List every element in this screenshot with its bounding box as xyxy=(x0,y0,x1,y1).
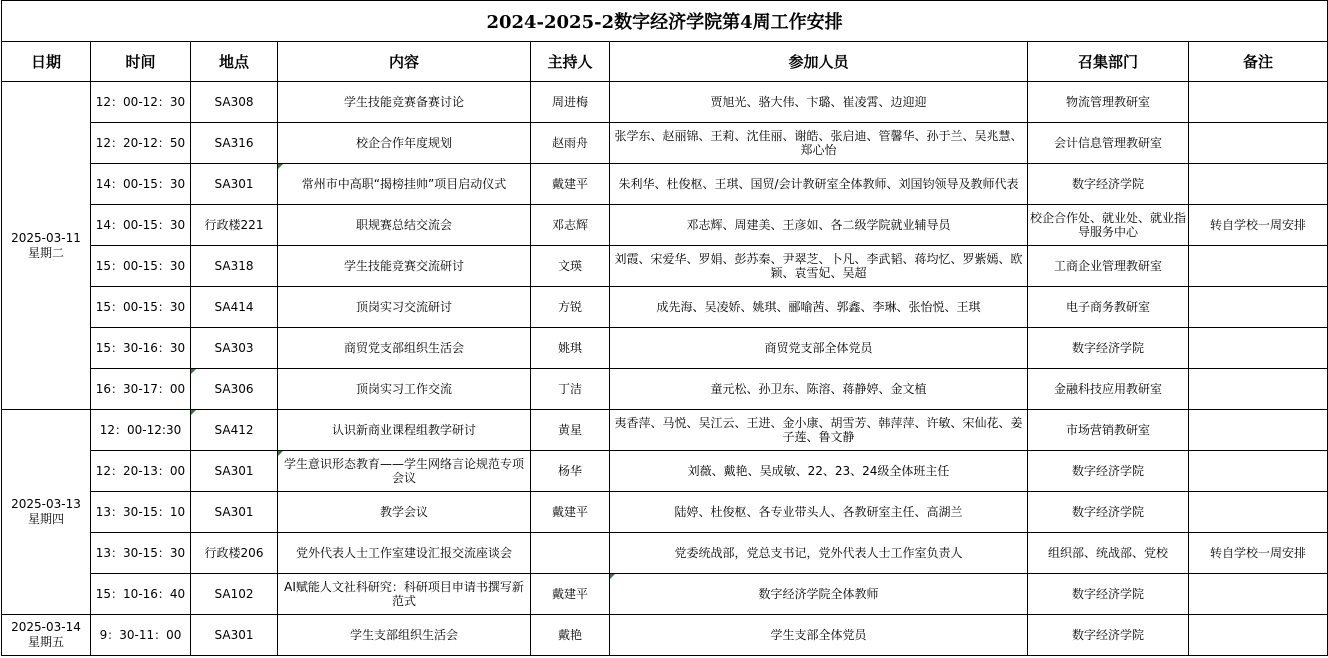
header-dept: 召集部门 xyxy=(1028,42,1189,82)
time-cell: 15：30-16：30 xyxy=(91,328,191,369)
note-cell xyxy=(1189,287,1328,328)
place-cell: SA301 xyxy=(191,615,278,656)
time-cell: 12：20-12：50 xyxy=(91,123,191,164)
table-row[interactable] xyxy=(2,410,1328,451)
host-cell: 戴建平 xyxy=(531,492,610,533)
header-note: 备注 xyxy=(1189,42,1328,82)
content-cell: 顶岗实习工作交流 xyxy=(278,369,531,410)
table-row[interactable] xyxy=(2,492,1328,533)
table-row[interactable] xyxy=(2,574,1328,615)
dept-cell: 市场营销教研室 xyxy=(1028,410,1189,451)
time-cell: 15：00-15：30 xyxy=(91,246,191,287)
host-cell: 丁洁 xyxy=(531,369,610,410)
host-cell: 杨华 xyxy=(531,451,610,492)
note-cell xyxy=(1189,574,1328,615)
attendees-cell: 夷香萍、马悦、吴江云、王进、金小康、胡雪芳、韩萍萍、许敏、宋仙花、姜子莲、鲁文静 xyxy=(610,410,1028,451)
host-cell: 文瑛 xyxy=(531,246,610,287)
dept-cell: 组织部、统战部、党校 xyxy=(1028,533,1189,574)
comment-marker xyxy=(610,574,615,579)
host-cell: 戴建平 xyxy=(531,164,610,205)
note-cell xyxy=(1189,615,1328,656)
place-cell: 行政楼206 xyxy=(191,533,278,574)
place-cell: SA301 xyxy=(191,164,278,205)
table-row[interactable] xyxy=(2,246,1328,287)
comment-marker xyxy=(191,410,196,415)
time-cell: 12：00-12:30 xyxy=(91,410,191,451)
host-cell: 戴建平 xyxy=(531,574,610,615)
attendees-cell: 刘霞、宋爱华、罗娟、彭苏秦、尹翠芝、卜凡、李武韬、蒋均忆、罗紫嫣、欧颖、袁雪妃、吴超 xyxy=(610,246,1028,287)
table-row[interactable] xyxy=(2,615,1328,656)
header-content: 内容 xyxy=(278,42,531,82)
attendees-cell: 贾旭光、骆大伟、卞璐、崔凌霄、边迎迎 xyxy=(610,82,1028,123)
attendees-cell: 张学东、赵丽锦、王莉、沈佳丽、谢皓、张启迪、管馨华、孙于兰、吴兆慧、郑心怡 xyxy=(610,123,1028,164)
note-cell xyxy=(1189,451,1328,492)
content-cell: 教学会议 xyxy=(278,492,531,533)
host-cell: 姚琪 xyxy=(531,328,610,369)
table-row[interactable] xyxy=(2,123,1328,164)
header-time: 时间 xyxy=(91,42,191,82)
note-cell xyxy=(1189,369,1328,410)
header-date: 日期 xyxy=(2,42,91,82)
place-cell: SA316 xyxy=(191,123,278,164)
place-cell: SA412 xyxy=(191,410,278,451)
date-cell: 2025-03-11 星期二 xyxy=(2,82,91,410)
dept-cell: 数字经济学院 xyxy=(1028,615,1189,656)
content-cell: 商贸党支部组织生活会 xyxy=(278,328,531,369)
host-cell xyxy=(531,533,610,574)
comment-marker xyxy=(191,369,196,374)
header-place: 地点 xyxy=(191,42,278,82)
content-cell: 认识新商业课程组教学研讨 xyxy=(278,410,531,451)
content-cell: 校企合作年度规划 xyxy=(278,123,531,164)
attendees-cell: 童元松、孙卫东、陈溶、蒋静婷、金文植 xyxy=(610,369,1028,410)
dept-cell: 电子商务教研室 xyxy=(1028,287,1189,328)
page-title: 2024-2025-2数字经济学院第4周工作安排 xyxy=(2,1,1328,42)
table-row[interactable] xyxy=(2,205,1328,246)
attendees-cell: 数字经济学院全体教师 xyxy=(610,574,1028,615)
header-attendees: 参加人员 xyxy=(610,42,1028,82)
note-cell xyxy=(1189,328,1328,369)
dept-cell: 数字经济学院 xyxy=(1028,492,1189,533)
host-cell: 赵雨舟 xyxy=(531,123,610,164)
dept-cell: 物流管理教研室 xyxy=(1028,82,1189,123)
table-row[interactable] xyxy=(2,287,1328,328)
comment-marker xyxy=(278,164,283,169)
header-row xyxy=(2,42,1328,82)
note-cell xyxy=(1189,164,1328,205)
table-row[interactable] xyxy=(2,369,1328,410)
table-row[interactable] xyxy=(2,328,1328,369)
host-cell: 黄星 xyxy=(531,410,610,451)
host-cell: 方锐 xyxy=(531,287,610,328)
time-cell: 14：00-15：30 xyxy=(91,205,191,246)
place-cell: SA301 xyxy=(191,492,278,533)
dept-cell: 金融科技应用教研室 xyxy=(1028,369,1189,410)
place-cell: SA318 xyxy=(191,246,278,287)
attendees-cell: 成先海、吴凌娇、姚琪、郦喻茜、郭鑫、李琳、张怡悦、王琪 xyxy=(610,287,1028,328)
date-cell: 2025-03-13 星期四 xyxy=(2,410,91,615)
table-row[interactable] xyxy=(2,451,1328,492)
dept-cell: 数字经济学院 xyxy=(1028,328,1189,369)
note-cell xyxy=(1189,492,1328,533)
dept-cell: 校企合作处、就业处、就业指导服务中心 xyxy=(1028,205,1189,246)
schedule-table xyxy=(1,0,1328,656)
date-cell: 2025-03-14 星期五 xyxy=(2,615,91,656)
attendees-cell: 陆婷、杜俊枢、各专业带头人、各教研室主任、高湖兰 xyxy=(610,492,1028,533)
note-cell xyxy=(1189,82,1328,123)
place-cell: SA303 xyxy=(191,328,278,369)
comment-marker xyxy=(278,451,283,456)
time-cell: 14：00-15：30 xyxy=(91,164,191,205)
time-cell: 15：00-15：30 xyxy=(91,287,191,328)
time-cell: 9：30-11：00 xyxy=(91,615,191,656)
attendees-cell: 商贸党支部全体党员 xyxy=(610,328,1028,369)
attendees-cell: 朱利华、杜俊枢、王琪、国贸/会计教研室全体教师、刘国钧领导及教师代表 xyxy=(610,164,1028,205)
place-cell: SA102 xyxy=(191,574,278,615)
time-cell: 15：10-16：40 xyxy=(91,574,191,615)
content-cell: 学生技能竞赛备赛讨论 xyxy=(278,82,531,123)
content-cell: 学生意识形态教育——学生网络言论规范专项会议 xyxy=(278,451,531,492)
place-cell: SA301 xyxy=(191,451,278,492)
table-row[interactable] xyxy=(2,82,1328,123)
attendees-cell: 邓志辉、周建美、王彦如、各二级学院就业辅导员 xyxy=(610,205,1028,246)
place-cell: SA308 xyxy=(191,82,278,123)
attendees-cell: 党委统战部，党总支书记，党外代表人士工作室负责人 xyxy=(610,533,1028,574)
content-cell: 常州市中高职“揭榜挂帅”项目启动仪式 xyxy=(278,164,531,205)
note-cell xyxy=(1189,410,1328,451)
content-cell: 学生技能竞赛交流研讨 xyxy=(278,246,531,287)
note-cell xyxy=(1189,123,1328,164)
dept-cell: 工商企业管理教研室 xyxy=(1028,246,1189,287)
host-cell: 邓志辉 xyxy=(531,205,610,246)
time-cell: 16：30-17：00 xyxy=(91,369,191,410)
time-cell: 12：20-13：00 xyxy=(91,451,191,492)
place-cell: 行政楼221 xyxy=(191,205,278,246)
place-cell: SA414 xyxy=(191,287,278,328)
content-cell: 党外代表人士工作室建设汇报交流座谈会 xyxy=(278,533,531,574)
note-cell: 转自学校一周安排 xyxy=(1189,533,1328,574)
content-cell: AI赋能人文社科研究：科研项目申请书撰写新范式 xyxy=(278,574,531,615)
time-cell: 13：30-15：10 xyxy=(91,492,191,533)
time-cell: 12：00-12：30 xyxy=(91,82,191,123)
dept-cell: 会计信息管理教研室 xyxy=(1028,123,1189,164)
header-host: 主持人 xyxy=(531,42,610,82)
table-row[interactable] xyxy=(2,164,1328,205)
attendees-cell: 学生支部全体党员 xyxy=(610,615,1028,656)
dept-cell: 数字经济学院 xyxy=(1028,574,1189,615)
host-cell: 戴艳 xyxy=(531,615,610,656)
dept-cell: 数字经济学院 xyxy=(1028,164,1189,205)
content-cell: 职规赛总结交流会 xyxy=(278,205,531,246)
attendees-cell: 刘薇、戴艳、吴成敏、22、23、24级全体班主任 xyxy=(610,451,1028,492)
table-row[interactable] xyxy=(2,533,1328,574)
dept-cell: 数字经济学院 xyxy=(1028,451,1189,492)
host-cell: 周进梅 xyxy=(531,82,610,123)
time-cell: 13：30-15：30 xyxy=(91,533,191,574)
content-cell: 学生支部组织生活会 xyxy=(278,615,531,656)
note-cell xyxy=(1189,246,1328,287)
place-cell: SA306 xyxy=(191,369,278,410)
content-cell: 顶岗实习交流研讨 xyxy=(278,287,531,328)
note-cell: 转自学校一周安排 xyxy=(1189,205,1328,246)
